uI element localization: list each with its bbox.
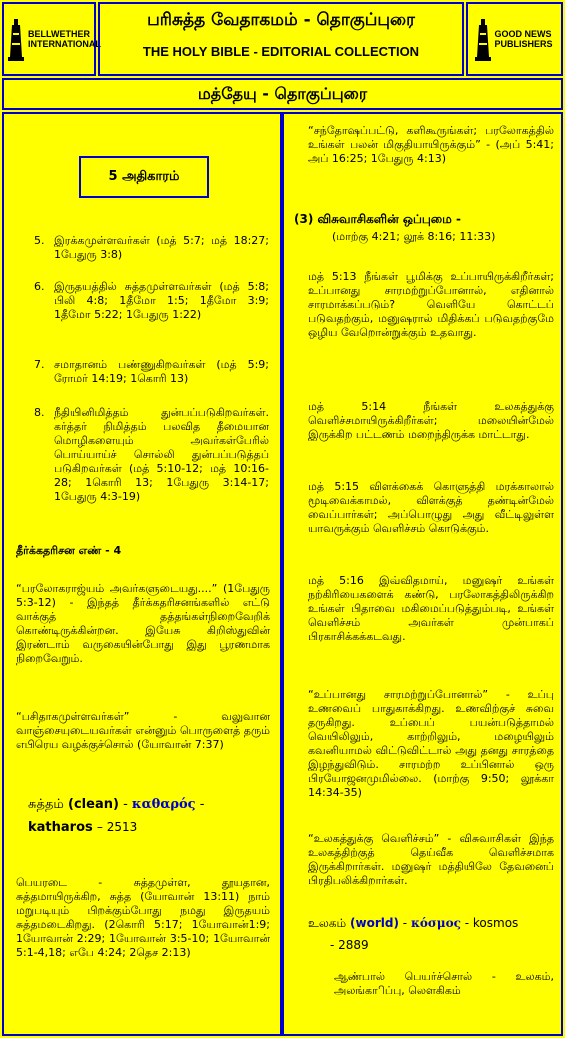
word-number: – 2513 [96,820,138,834]
bellwether-logo [2,2,101,76]
hunger-paragraph: “பசிதாகமுள்ளவர்கள்” - வலுவான வாஞ்சையுடையவர்கள் என்னும் பொருளைத் தரும் எபிரெய வழக்குச்சொல் (யோவான் 7:37) [16,710,270,751]
beatitude-item: சமாதானம் பண்ணுகிறவர்கள் (மத் 5:9; ரோமர் 14:19; 1கொரி 13) [54,358,269,385]
beatitude-item: இருதயத்தில் சுத்தமுள்ளவர்கள் (மத் 5:8; பிலி 4:8; 1தீமோ 1:5; 1தீமோ 3:9; 1தீமோ 5:22; 1பேதுரு 1:22) [54,280,269,321]
beatitude-item: நீதியினிமித்தம் துன்பப்படுகிறவர்கள். கர்த்தர் நிமித்தம் பலவித தீமையான மொழிகளையும் அவர்கள்பேரில் பொய்யாய்ச் சொல்லி துன்பப்படுத்தப் படுகிறவர்கள் (மத் 5:10-12; மத் 10:16-28; 1கொரி 13; 1பேதுரு 3:14-17; 1பேதுரு 4:3-19) [54,406,269,503]
title-english: THE HOLY BIBLE - EDITORIAL COLLECTION [142,44,420,59]
beatitude-item: இரக்கமுள்ளவர்கள் (மத் 5:7; மத் 18:27; 1பேதுரு 3:8) [54,234,269,261]
world-definition: ஆண்பால் பெயர்ச்சொல் - உலகம், அலங்காிப்பு, லௌகிகம் [334,970,554,997]
word-tamil: சுத்தம் [28,797,64,812]
light-paragraph: “உலகத்துக்கு வெளிச்சம்” - விசுவாசிகள் இந்த உலகத்திற்குத் தெய்வீக வெளிச்சமாக இருக்கிறார்கள். மனுஷர் மத்தியிலே தேவனைப் பிரதிபலிக்கிறார்கள். [308,832,554,887]
word-dash: - [199,797,205,812]
right-logo-text: GOOD NEWS PUBLISHERS [494,29,553,49]
title-tamil: பரிசுத்த வேதாகமம் - தொகுப்புரை [147,10,415,30]
item-number: 8. [34,406,45,419]
prophecy-heading: தீர்க்கதரிசன எண் - 4 [16,544,122,557]
word-translit: kosmos [472,916,519,930]
salt-paragraph: “உப்பானது சாரமற்றுப்போனால்” - உப்பு உணவைப் பாதுகாக்கிறது. உணவிற்குச் சுவை தருகிறது. உப்பைப் பயன்படுத்தாமல் வெயிலிலும், காற்றிலும், மழையிலும் கவனியாமல் விட்டுவிட்டால் அது தனது சாரத்தை இழந்துவிடும். சாரமற்ற உப்பினால் ஒரு பிரயோஜனமுமில்லை. (மாற்கு 9:50; லூக்கா 14:34-35) [308,688,554,799]
right-column [282,112,563,1036]
subtitle: மத்தேயு - தொகுப்புரை [197,84,368,103]
word-number: - 2889 [330,938,369,952]
word-greek: καθαρός [131,797,196,812]
verse-item: மத் 5:16 இவ்விதமாய், மனுஷர் உங்கள் நற்கிரியைகளைக் கண்டு, பரலோகத்திலிருக்கிற உங்கள் பிதாவை மகிமைப்படுத்தும்படி, உங்கள் வெளிச்சம் அவர்கள் முன்பாகப் பிரகாசிக்கக்கடவது. [308,574,554,643]
subtitle-bar [2,78,563,110]
item-number: 5. [34,234,45,247]
word-dash: - [402,916,408,930]
left-logo-text: BELLWETHER INTERNATIONAL [28,29,101,49]
word-greek: κόσμος [410,916,461,930]
lighthouse-icon [475,17,491,61]
kingdom-paragraph: “பரலோகராஜ்யம் அவர்களுடையது....” (1பேதுரு 5:3-12) - இந்தத் தீர்க்கதரிசனங்களில் எட்டு வாக்குத் தத்தங்கள்நிறைவேறிக் கொண்டிருக்கின்றன. இயேசு கிறிஸ்துவின் இரண்டாம் வருகையின்போது இது பூரணமாக நிறைவேறும். [16,582,270,665]
lighthouse-icon [8,17,24,61]
chapter-title: 5 அதிகாரம் [108,169,180,184]
verse-item: மத் 5:14 நீங்கள் உலகத்துக்கு வெளிச்சமாயிருக்கிறீர்கள்; மலையின்மேல் இருக்கிற பட்டணம் மறைந்திருக்க மாட்டாது. [308,400,554,441]
verse-item: மத் 5:13 நீங்கள் பூமிக்கு உப்பாயிருக்கிறீர்கள்; உப்பானது சாரமற்றுப்போனால், எதினால் சாரமாக்கப்படும்? வெளியே கொட்டப் படுவதற்கும், மனுஷரால் மிதிக்கப் படுவதற்குமே ஒழிய வேறொன்றுக்கும் உதவாது. [308,270,554,339]
word-translit: katharos [28,820,93,835]
good-news-logo [466,2,563,76]
verse-item: மத் 5:15 விளக்கைக் கொளுத்தி மரக்காலால் மூடிவைக்காமல், விளக்குத் தண்டின்மேல் வைப்பார்கள்; அப்பொழுது அது வீட்டிலுள்ள யாவருக்கும் வெளிச்சம் கொடுக்கும். [308,480,554,535]
item-number: 6. [34,280,45,293]
word-study-clean [28,794,272,839]
left-column [2,112,282,1036]
word-english: (world) [350,916,399,930]
chapter-box [79,156,209,198]
item-number: 7. [34,358,45,371]
clean-definition: பெயரடை - சுத்தமுள்ள, தூயதான, சுத்தமாயிருக்கிற, சுத்த (யோவான் 13:11) நாம் மறுபடியும் பிறக்கும்போது நமது இருதயம் சுத்தமடைகிறது. (2கொரி 5:17; 1யோவான்1:9; 1யோவான் 2:29; 1யோவான் 3:5-10; 1யோவான் 5:1-4,18; எபே 4:24; 2தெச 2:13) [16,876,270,959]
title-box [98,2,464,76]
similitude-reference: (மாற்கு 4:21; லூக் 8:16; 11:33) [332,230,496,243]
word-english: (clean) [68,797,119,812]
word-dash: - [464,916,470,930]
similitude-heading: (3) விசுவாசிகளின் ஒப்புமை - [294,212,461,226]
rejoice-paragraph: “சந்தோஷப்பட்டு, களிகூருங்கள்; பரலோகத்தில் உங்கள் பலன் மிகுதியாயிருக்கும்” - (அப் 5:41; அப் 16:25; 1பேதுரு 4:13) [308,124,554,165]
word-tamil: உலகம் [308,916,347,930]
word-dash: - [123,797,128,812]
word-study-world [308,912,558,956]
